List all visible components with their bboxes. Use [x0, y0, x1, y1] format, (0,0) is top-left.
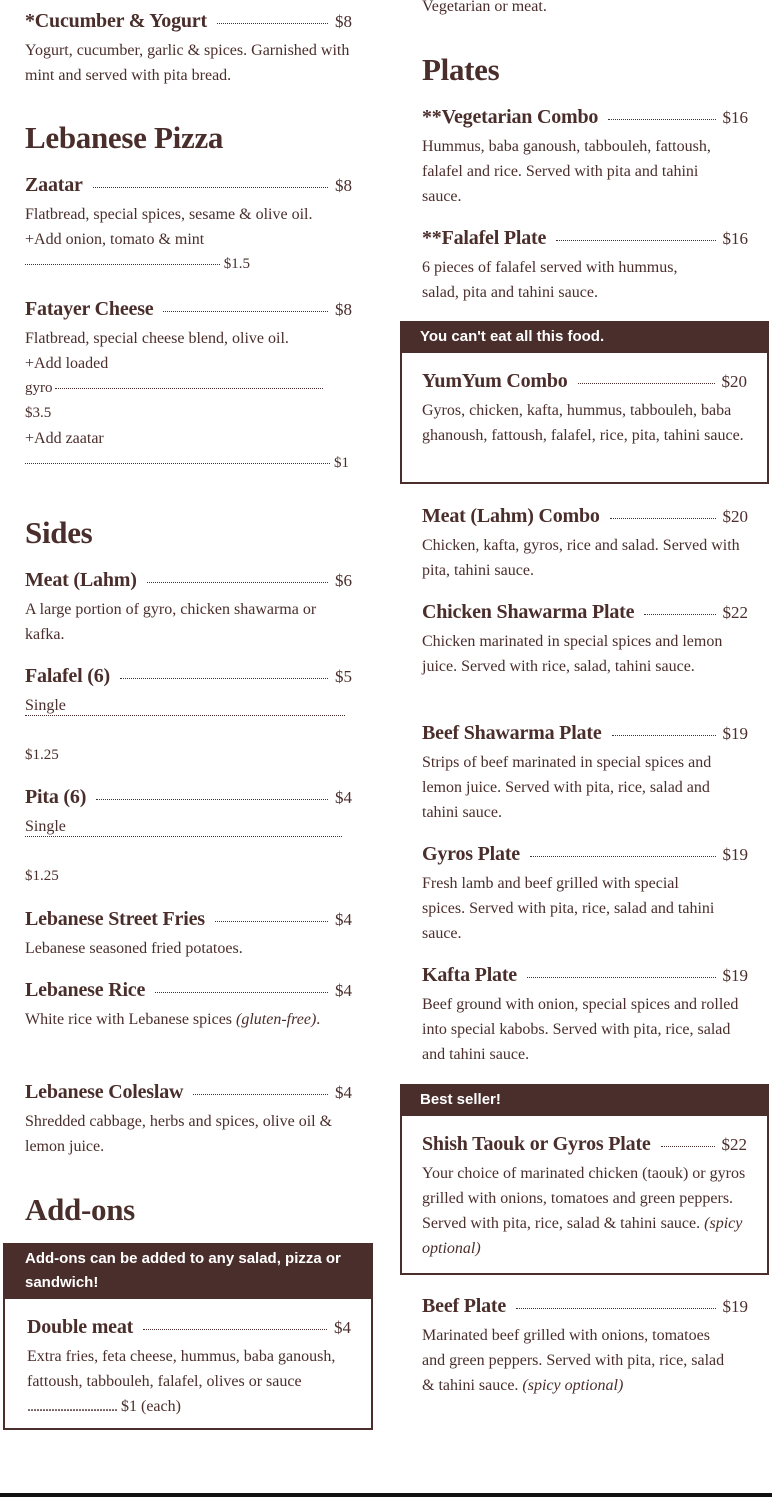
item-name: YumYum Combo: [422, 370, 568, 392]
item-price: $16: [722, 108, 748, 127]
leader-dots: [147, 582, 328, 583]
item-name: Beef Plate: [422, 1295, 507, 1317]
menu-item-cucumber-yogurt: [25, 9, 352, 88]
item-description: Fresh lamb and beef grilled with special spices. Served with pita, rice, salad and tahini sauce.: [422, 875, 715, 942]
item-price: $8: [335, 176, 352, 195]
menu-item-gyros-plate: [422, 842, 748, 946]
single-price: $1.25: [25, 747, 59, 763]
top-continued-text: Vegetarian or meat.: [422, 0, 547, 15]
item-name: Shish Taouk or Gyros Plate: [422, 1133, 651, 1155]
item-name: Chicken Shawarma Plate: [422, 601, 635, 623]
leader-dots: [96, 799, 328, 800]
item-name: Beef Shawarma Plate: [422, 722, 602, 744]
box-header: Best seller!: [400, 1084, 769, 1116]
item-subtext: Single: [25, 697, 66, 714]
section-title-lebanese-pizza: Lebanese Pizza: [25, 120, 224, 155]
item-price: $22: [722, 603, 748, 622]
leader-dots: [516, 1308, 715, 1309]
leader-dots: [527, 977, 716, 978]
item-subtext: Single: [25, 818, 66, 835]
item-name: Pita (6): [25, 786, 87, 808]
leader-dots: [612, 735, 716, 736]
desc-emphasis: (gluten-free): [236, 1011, 317, 1028]
item-description: Hummus, baba ganoush, tabbouleh, fattoush, falafel and rice. Served with pita and tahini sauce.: [422, 138, 711, 205]
menu-item-lebanese-rice: [25, 978, 352, 1032]
item-name: Lebanese Rice: [25, 979, 146, 1001]
item-price: $22: [721, 1135, 747, 1154]
addon-price: $3.5: [25, 405, 52, 421]
dot-line: [25, 718, 349, 743]
desc-text: Marinated beef grilled with onions, tomatoes and green peppers. Served with pita, rice, salad & tahini sauce.: [422, 1327, 725, 1394]
item-description: [422, 1323, 748, 1398]
leader-dots: [25, 264, 220, 265]
item-price: $16: [722, 229, 748, 248]
dot-line: [25, 839, 346, 864]
best-seller-box: [400, 1084, 769, 1275]
leader-dots: [25, 463, 330, 464]
item-price: $4: [335, 910, 352, 929]
addon-price-line: [25, 252, 250, 277]
leader-dots: [55, 388, 324, 389]
item-name: **Falafel Plate: [422, 227, 547, 249]
item-name: Kafta Plate: [422, 964, 517, 986]
item-name: Zaatar: [25, 174, 83, 196]
menu-item-falafel: [25, 664, 352, 768]
desc-text: White rice with Lebanese spices: [25, 1011, 237, 1028]
leader-dots: [217, 23, 328, 24]
item-description: Yogurt, cucumber, garlic & spices. Garnished with mint and served with pita bread.: [25, 42, 350, 84]
desc-emphasis: (spicy optional): [522, 1377, 624, 1394]
item-name: Meat (Lahm): [25, 569, 137, 591]
item-description: Lebanese seasoned fried potatoes.: [25, 940, 243, 957]
item-name: Meat (Lahm) Combo: [422, 505, 600, 527]
item-price: $5: [335, 667, 352, 686]
item-description: Flatbread, special cheese blend, olive oil.: [25, 330, 289, 347]
item-price: $19: [722, 845, 748, 864]
desc-text: Your choice of marinated chicken (taouk) or gyros grilled with onions, tomatoes and green peppers. Served with pita, rice, salad & tahini sauce.: [422, 1165, 746, 1232]
menu-item-vegetarian-combo: [422, 105, 748, 209]
menu-item-fatayer-cheese: [25, 297, 352, 476]
item-name: Fatayer Cheese: [25, 298, 154, 320]
section-title-plates: Plates: [422, 52, 500, 87]
item-price: $8: [335, 300, 352, 319]
item-price: $4: [335, 788, 352, 807]
item-description: Flatbread, special spices, sesame & olive oil.: [25, 206, 313, 223]
item-price: $19: [722, 1297, 748, 1316]
leader-dots: [578, 383, 715, 384]
addon-text: gyro: [25, 380, 53, 396]
leader-dots: [610, 518, 716, 519]
addon-text: +Add onion, tomato & mint: [25, 231, 205, 248]
leader-dots: [644, 614, 715, 615]
item-name: Lebanese Coleslaw: [25, 1081, 184, 1103]
item-description: Beef ground with onion, special spices and rolled into special kabobs. Served with pita, rice, salad and tahini sauce.: [422, 996, 739, 1063]
menu-item-pita: [25, 785, 352, 889]
addon-price-line: [25, 451, 349, 476]
item-name: Lebanese Street Fries: [25, 908, 205, 930]
menu-item-yumyum-combo: [422, 369, 747, 448]
menu-item-street-fries: [25, 907, 352, 961]
box-header: You can't eat all this food.: [400, 321, 769, 353]
item-description: Strips of beef marinated in special spices and lemon juice. Served with pita, rice, salad and tahini sauce.: [422, 754, 712, 821]
desc-emphasis: (spicy optional): [422, 1215, 743, 1257]
leader-dots: [155, 992, 328, 993]
item-description: [25, 1007, 352, 1032]
item-price: $6: [335, 571, 352, 590]
menu-item-zaatar: [25, 173, 352, 277]
menu-item-kafta-plate: [422, 963, 748, 1067]
addon-text: +Add zaatar: [25, 430, 104, 447]
item-description: Chicken marinated in special spices and lemon juice. Served with rice, salad, tahini sauce.: [422, 633, 723, 675]
addon-price: $1: [334, 455, 349, 471]
leader-dots: [193, 1094, 328, 1095]
menu-item-chicken-shawarma: [422, 600, 748, 679]
box-header: Add-ons can be added to any salad, pizza or sandwich!: [3, 1243, 373, 1299]
item-description: Shredded cabbage, herbs and spices, olive oil & lemon juice.: [25, 1113, 333, 1155]
desc-end: .: [316, 1011, 321, 1028]
add-ons-box: [3, 1243, 373, 1430]
item-description: [422, 1161, 747, 1261]
item-price: $8: [335, 12, 352, 31]
leader-dots: [215, 921, 328, 922]
item-price: $19: [722, 966, 748, 985]
item-description: A large portion of gyro, chicken shawarma or kafka.: [25, 601, 317, 643]
addon-price: $1.5: [223, 256, 250, 272]
item-description: [27, 1344, 351, 1419]
item-price: $4: [334, 1318, 351, 1337]
leader-dots: [93, 187, 328, 188]
menu-item-shish-taouk-gyros-plate: [422, 1132, 747, 1261]
leader-dots: [143, 1329, 327, 1330]
bottom-divider: [0, 1493, 772, 1497]
each-price: $1 (each): [121, 1398, 181, 1415]
menu-item-beef-shawarma: [422, 721, 748, 825]
menu-item-falafel-plate: [422, 226, 748, 305]
menu-item-coleslaw: [25, 1080, 352, 1159]
leader-dots: [25, 836, 342, 837]
item-name: **Vegetarian Combo: [422, 106, 599, 128]
desc-text: Extra fries, feta cheese, hummus, baba ganoush, fattoush, tabbouleh, falafel, olives or sauce: [27, 1348, 336, 1390]
menu-item-meat-combo: [422, 504, 748, 583]
section-title-sides: Sides: [25, 515, 93, 550]
leader-dots: [608, 119, 715, 120]
item-price: $19: [722, 724, 748, 743]
item-price: $4: [335, 981, 352, 1000]
leader-dots: [25, 715, 345, 716]
single-price: $1.25: [25, 868, 59, 884]
leader-dots: [530, 856, 716, 857]
menu-item-meat-lahm: [25, 568, 352, 647]
addon-dot-line: [25, 376, 327, 401]
item-name: Falafel (6): [25, 665, 110, 687]
item-price: $4: [335, 1083, 352, 1102]
item-description: 6 pieces of falafel served with hummus, salad, pita and tahini sauce.: [422, 259, 678, 301]
menu-item-double-meat: [27, 1315, 351, 1419]
leader-dots: [661, 1146, 715, 1147]
menu-item-beef-plate: [422, 1294, 748, 1398]
yumyum-box: [400, 321, 769, 484]
item-price: $20: [721, 372, 747, 391]
leader-dots: [120, 678, 328, 679]
item-description: Gyros, chicken, kafta, hummus, tabbouleh, baba ghanoush, fattoush, falafel, rice, pita, tahini sauce.: [422, 402, 744, 444]
leader-dots: [163, 311, 328, 312]
item-name: Double meat: [27, 1316, 134, 1338]
addon-text: +Add loaded: [25, 355, 109, 372]
section-title-add-ons: Add-ons: [25, 1192, 135, 1227]
item-description: Chicken, kafta, gyros, rice and salad. Served with pita, tahini sauce.: [422, 537, 740, 579]
item-name: Gyros Plate: [422, 843, 520, 865]
item-price: $20: [722, 507, 748, 526]
item-name: *Cucumber & Yogurt: [25, 10, 207, 32]
leader-dots-inline: ..............................: [27, 1398, 117, 1415]
leader-dots: [556, 240, 715, 241]
